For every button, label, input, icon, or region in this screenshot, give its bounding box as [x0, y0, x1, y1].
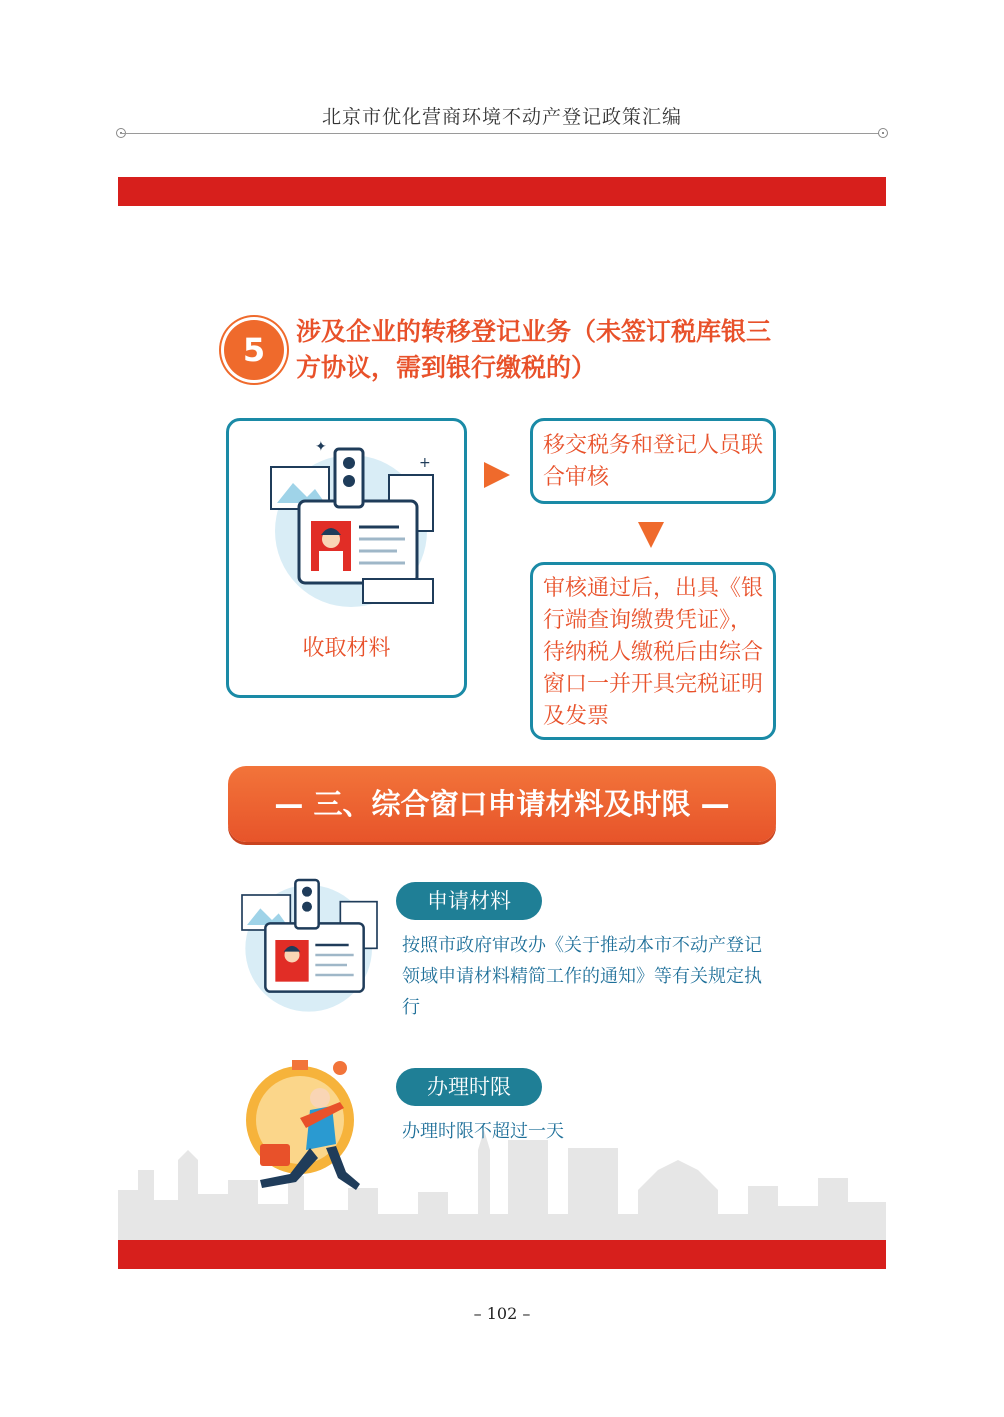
section-title-line2: 方协议，需到银行缴税的）: [296, 353, 597, 382]
svg-text:✦: ✦: [315, 439, 327, 455]
bottom-red-band: [118, 1240, 886, 1269]
page-number: – 102 –: [473, 1304, 531, 1323]
banner-title: 三、综合窗口申请材料及时限: [313, 787, 691, 821]
banner-dash-left: —: [274, 787, 314, 821]
id-card-icon: [259, 431, 439, 611]
section-banner: [228, 766, 776, 842]
materials-text: 按照市政府审改办《关于推动本市不动产登记领域申请材料精简工作的通知》等有关规定执行: [402, 935, 762, 1018]
step-number-badge: 5: [224, 320, 284, 380]
document-header-title: 北京市优化营商环境不动产登记政策汇编: [321, 106, 682, 128]
section-title: [296, 314, 796, 386]
timelimit-pill: 办理时限: [396, 1068, 542, 1106]
section-title-line1: 涉及企业的转移登记业务（未签订税库银三: [296, 317, 772, 346]
arrow-down-icon: [638, 522, 664, 548]
collect-materials-label: 收取材料: [302, 636, 391, 661]
header-rule: [120, 133, 884, 134]
documents-icon: [232, 860, 382, 1020]
top-red-band: [118, 177, 886, 206]
issue-step-box: [530, 562, 776, 740]
materials-pill: 申请材料: [396, 882, 542, 920]
review-step-text: 移交税务和登记人员联合审核: [543, 433, 764, 490]
svg-text:+: +: [419, 455, 431, 471]
runner-stopwatch-icon: [240, 1058, 370, 1208]
banner-dash-right: —: [690, 787, 730, 821]
review-step-box: [530, 418, 776, 504]
rule-ornament-right: [878, 128, 888, 138]
timelimit-text: 办理时限不超过一天: [402, 1121, 564, 1142]
issue-step-text: 审核通过后，出具《银行端查询缴费凭证》，待纳税人缴税后由综合窗口一并开具完税证明及发票: [543, 576, 764, 729]
collect-materials-panel: [226, 418, 467, 698]
arrow-right-icon: [484, 462, 510, 488]
